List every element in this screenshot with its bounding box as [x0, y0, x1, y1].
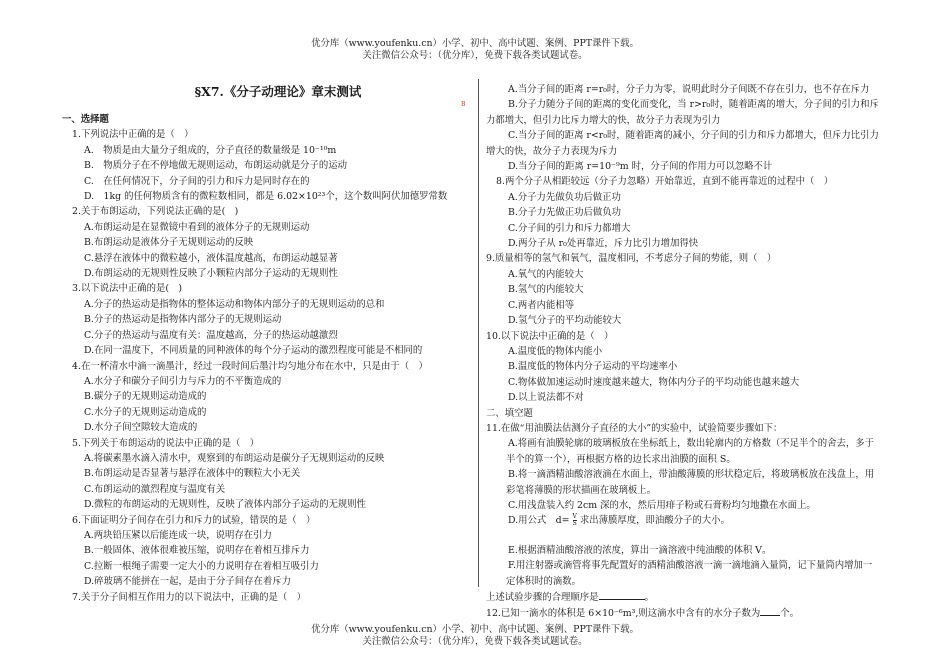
question-1-option-c: C. 在任何情况下，分子间的引力和斥力是同时存在的	[84, 175, 310, 187]
question-4-option-d: D.水分子间空隙较大造成的	[84, 422, 198, 434]
question-8-option-c: C.分子间的引力和斥力都增大	[508, 222, 631, 234]
question-10: 10.以下说法中正确的是（ ）	[486, 330, 614, 342]
question-3-option-d: D.在同一温度下，不同质量的同种液体的每个分子运动的激烈程度可能是不相同的	[84, 345, 423, 357]
question-11-step-f-line1: F.用注射器或滴管将事先配置好的酒精油酸溶液一滴一滴地滴入量筒，记下量筒内增加一	[508, 560, 873, 572]
order-prompt: 上述试验步骤的合理顺序是	[486, 592, 599, 603]
question-11-step-d	[486, 513, 896, 528]
question-12	[486, 605, 896, 621]
question-2: 2.关于布朗运动，下列说法正确的是( )	[72, 206, 239, 218]
red-mark: B	[461, 101, 466, 108]
fraction-denominator: S	[572, 520, 577, 528]
question-8-option-a: A.分子力先做负功后做正功	[508, 191, 621, 203]
question-7-option-d: D.当分子间的距离 r=10⁻⁹m 时，分子间的作用力可以忽略不计	[508, 161, 773, 173]
question-10-option-d: D.以上说法都不对	[508, 392, 584, 404]
question-9-option-b: B.氢气的内能较大	[508, 284, 584, 296]
question-4-option-b: B.碳分子的无规则运动造成的	[84, 391, 207, 403]
question-7-option-c-line1: C.当分子间的距离 r<r₀时，随着距离的减小，分子间的引力和斥力都增大，但斥力比引力	[508, 130, 879, 142]
footer-line-1: 优分库（www.youfenku.cn）小学、初中、高中试题、案例、PPT课件下载。	[311, 624, 639, 635]
question-9-option-a: A.氧气的内能较大	[508, 268, 584, 280]
section-choice-heading: 一、选择题	[62, 114, 109, 125]
page-footer	[0, 624, 950, 648]
page-title: §X7.《分子动理论》章末测试	[194, 84, 362, 99]
question-11: 11.在做“用油膜法估测分子直径的大小”的实验中，试验简要步骤如下：	[486, 422, 783, 434]
question-6-option-c: C.拉断一根绳子需要一定大小的力说明存在着相互吸引力	[84, 560, 319, 572]
question-5: 5.下列关于布朗运动的说法中正确的是（ ）	[72, 437, 260, 449]
question-5-option-a: A.将碳素墨水滴入清水中，观察到的布朗运动是碳分子无规则运动的反映	[84, 452, 385, 464]
question-8-option-b: B.分子力先做正功后做负功	[508, 207, 621, 219]
header-line-2: 关注微信公众号：（优分库），免费下载各类试题试卷。	[362, 50, 588, 61]
question-7-option-c-line2: 增大的快，故分子力表现为斥力	[486, 145, 618, 157]
question-10-option-a: A.温度低的物体内能小	[508, 345, 603, 357]
question-7-option-a: A.当分子间的距离 r=r₀时，分子力为零，说明此时分子间既不存在引力，也不存在斥力	[508, 84, 870, 95]
question-4: 4.在一杯清水中滴一滴墨汁，经过一段时间后墨汁均匀地分布在水中，只是由于（ ）	[72, 360, 428, 372]
section-fill-heading: 二、填空题	[486, 407, 533, 419]
question-8-option-d: D.两分子从 r₀处再靠近，斥力比引力增加得快	[508, 238, 699, 250]
question-9: 9.质量相等的氢气和氧气，温度相同，不考虑分子间的势能，则（ ）	[486, 253, 777, 265]
question-9-option-d: D.氢气分子的平均动能较大	[508, 315, 622, 327]
question-3: 3.以下说法中正确的是( )	[72, 283, 183, 295]
question-11-step-b-line2: 彩笔将薄膜的形状描画在玻璃板上。	[506, 484, 657, 496]
question-5-option-c: C.布朗运动的激烈程度与温度有关	[84, 483, 226, 495]
question-11-step-f-line2: 定体积时的滴数。	[506, 575, 582, 587]
question-6-option-d: D.碎玻璃不能拼在一起，是由于分子间存在着斥力	[84, 576, 292, 588]
question-10-option-c: C.物体做加速运动时速度越来越大，物体内分子的平均动能也越来越大	[508, 376, 800, 388]
question-2-option-c: C.悬浮在液体中的微粒越小，液体温度越高，布朗运动越显著	[84, 252, 338, 264]
question-6: 6.下面证明分子间存在引力和斥力的试验，错误的是（ ）	[72, 514, 316, 526]
question-2-option-b: B.布朗运动是液体分子无规则运动的反映	[84, 237, 254, 249]
question-6-option-a: A.两块铅压紧以后能连成一块，说明存在引力	[84, 529, 272, 541]
question-5-option-d: D.微粒的布朗运动的无规则性，反映了液体内部分子运动的无规则性	[84, 499, 367, 511]
question-7-option-b-line1: B.分子力随分子间的距离的变化而变化，当 r>r₀时，随着距离的增大，分子间的引力和斥	[508, 99, 879, 111]
question-10-option-b: B.温度低的物体内分子运动的平均速率小	[508, 361, 678, 373]
step-d-prefix: D.用公式 d=	[508, 515, 570, 527]
order-prompt-end: 。	[644, 592, 654, 603]
question-11-step-b-line1: B.将一滴酒精油酸溶液滴在水面上，带油酸薄膜的形状稳定后，将玻璃板放在浅盘上，用	[508, 469, 875, 481]
order-answer-blank[interactable]	[599, 589, 645, 600]
right-column	[486, 82, 896, 622]
question-9-option-c: C.两者内能相等	[508, 299, 575, 311]
question-4-option-c: C.水分子的无规则运动造成的	[84, 406, 207, 418]
step-d-suffix: 求出薄膜厚度，即油酸分子的大小。	[579, 515, 730, 527]
question-1-option-a: A. 物质是由大量分子组成的，分子直径的数量级是 10⁻¹⁰m	[84, 144, 337, 156]
column-divider	[478, 79, 479, 587]
molecule-count-blank[interactable]	[760, 605, 780, 616]
question-11-step-a-line1: A.将画有油膜轮廓的玻璃板放在坐标纸上，数出轮廓内的方格数（不足半个的舍去，多于	[508, 438, 875, 450]
question-8: 8.两个分子从相距较远（分子力忽略）开始靠近，直到不能再靠近的过程中（ ）	[496, 176, 834, 188]
question-1: 1.下列说法中正确的是（ ）	[72, 129, 194, 141]
footer-line-2: 关注微信公众号：（优分库），免费下载各类试题试卷。	[362, 636, 588, 647]
question-11-step-a-line2: 半个的算一个），再根据方格的边长求出油膜的面积 S。	[506, 453, 736, 465]
question-2-option-d: D.布朗运动的无规则性反映了小颗粒内部分子运动的无规则性	[84, 268, 338, 280]
question-7: 7.关于分子间相互作用力的以下说法中，正确的是（ ）	[72, 591, 306, 603]
question-12-end: 个。	[780, 608, 799, 620]
question-1-option-d: D. 1kg 的任何物质含有的微粒数相同，都是 6.02×10²³个，这个数叫阿伏加德罗常数	[84, 191, 448, 203]
question-2-option-a: A.布朗运动是在显微镜中看到的液体分子的无规则运动	[84, 221, 310, 233]
question-4-option-a: A.水分子和碳分子间引力与斥力的不平衡造成的	[84, 375, 282, 387]
formula-fraction	[573, 514, 577, 527]
question-5-option-b: B.布朗运动是否显著与悬浮在液体中的颗粒大小无关	[84, 468, 301, 480]
question-6-option-b: B.一般固体、液体很难被压缩，说明存在着相互排斥力	[84, 545, 310, 557]
page-header	[0, 38, 950, 62]
question-3-option-a: A.分子的热运动是指物体的整体运动和物体内部分子的无规则运动的总和	[84, 298, 385, 310]
question-11-answer-line	[486, 589, 896, 605]
question-1-option-b: B. 物质分子在不停地做无规则运动，布朗运动就是分子的运动	[84, 160, 347, 172]
question-11-step-e: E.根据酒精油酸溶液的浓度，算出一滴溶液中纯油酸的体积 V。	[508, 544, 772, 556]
header-line-1: 优分库（www.youfenku.cn）小学、初中、高中试题、案例、PPT课件下载。	[311, 38, 639, 49]
question-12-prompt: 12.已知一滴水的体积是 6×10⁻⁶m³,则这滴水中含有的水分子数为	[486, 608, 761, 620]
spacer	[486, 529, 896, 543]
fraction-numerator: V	[572, 513, 577, 521]
question-3-option-c: C.分子的热运动与温度有关：温度越高，分子的热运动越激烈	[84, 329, 338, 341]
question-7-option-b-line2: 力都增大，但引力比斥力增大的快，故分子力表现为引力	[486, 114, 721, 126]
question-11-step-c: C.用浅盘装入约 2cm 深的水，然后用痱子粉或石膏粉均匀地撒在水面上。	[508, 499, 816, 511]
question-3-option-b: B.分子的热运动是指物体内部分子的无规则运动	[84, 314, 282, 326]
left-column	[62, 82, 474, 605]
